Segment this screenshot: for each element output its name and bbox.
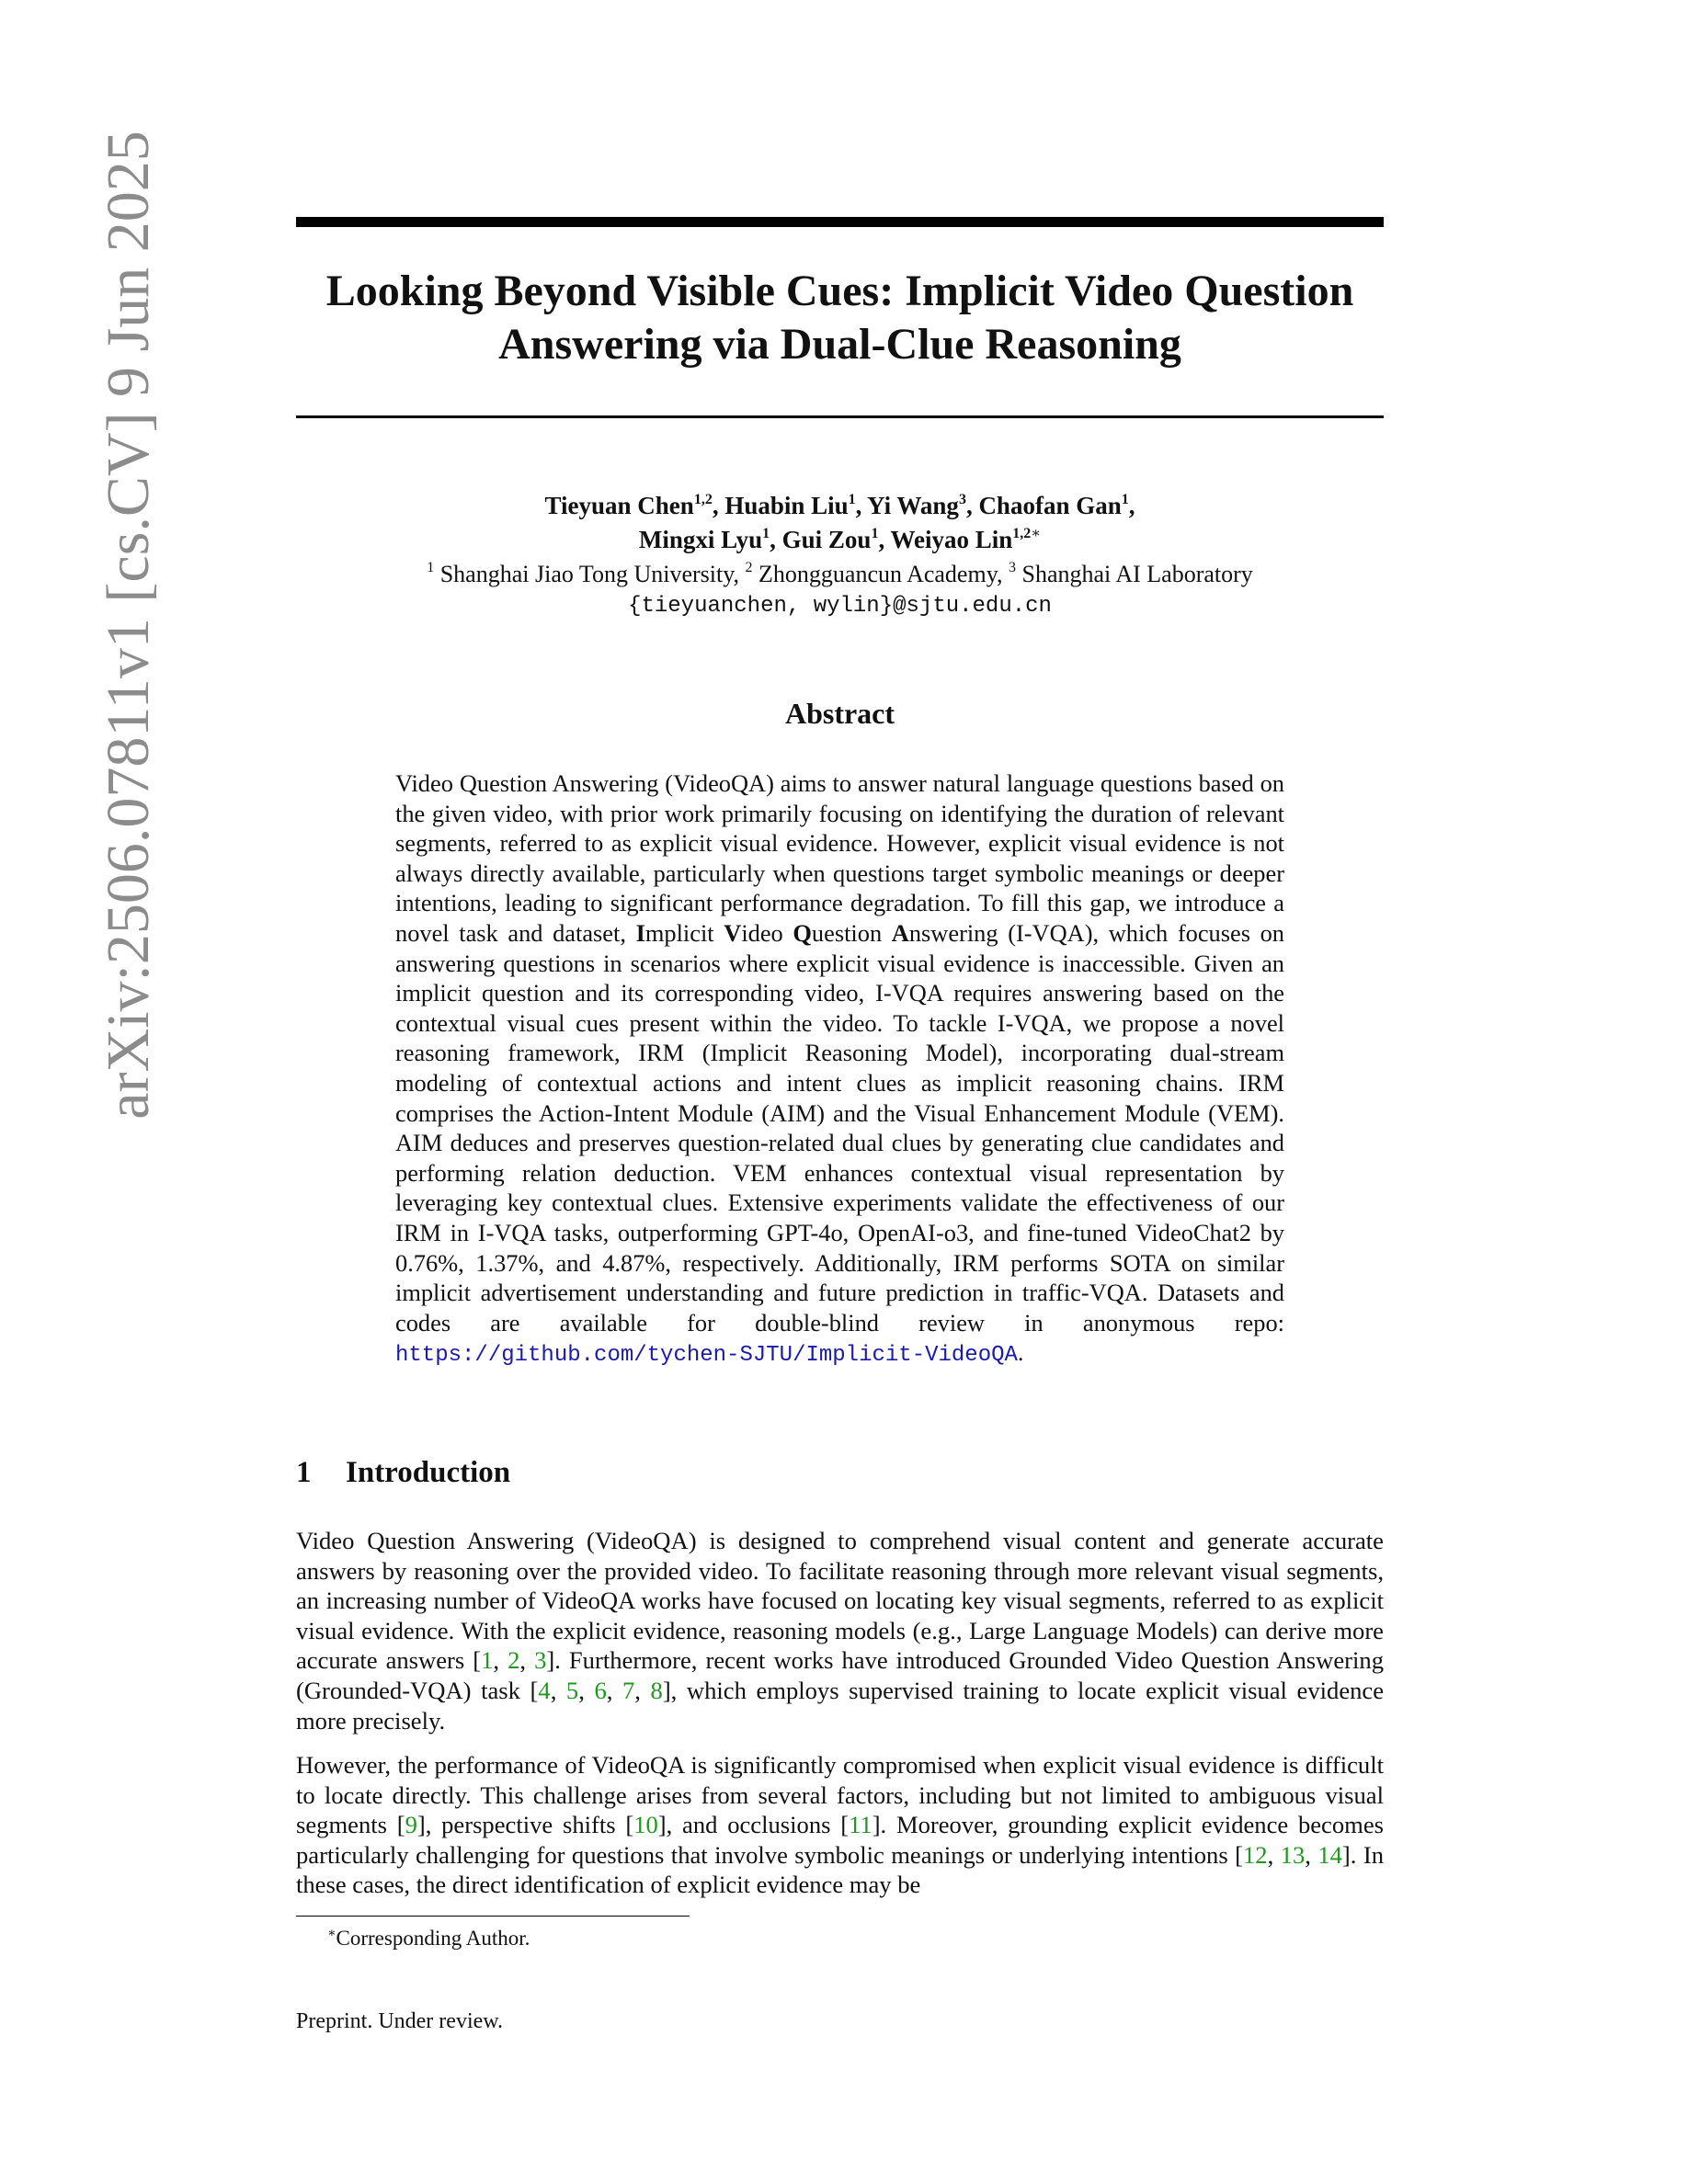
citation-link[interactable]: 1 [481,1646,494,1675]
author-affiliation-mark: 1 [848,492,856,507]
citation-link[interactable]: 9 [405,1811,417,1839]
author-separator: , [855,492,868,519]
author-name: Weiyao Lin [890,526,1013,553]
citation-link[interactable]: 2 [508,1646,520,1675]
affiliation-name: Shanghai AI Laboratory [1021,561,1253,587]
author-line-1 [296,489,1384,523]
title-bottom-rule [296,415,1384,418]
author-name: Gui Zou [781,526,872,553]
affiliation-separator: , [733,561,746,587]
paragraph-text: , [1305,1840,1318,1869]
author-affiliation-mark: 1 [762,526,770,541]
paragraph-text: ]. In these cases, the direct identification of explicit evidence may be [296,1840,1385,1899]
preprint-notice: Preprint. Under review. [296,2009,504,2033]
footnote-rule [296,1916,690,1917]
paragraph-text: , [493,1646,508,1675]
citation-link[interactable]: 11 [849,1811,873,1839]
paragraph-text: Video Question Answering (VideoQA) is designed to comprehend visual content and generate accurate answers by reasoning over the provided video. To facilitate reasoning through more relevant visual segments, an increasing number of VideoQA works have focused on locating key visual segments, referred to as explicit visual evidence. With the explicit evidence, reasoning models (e.g., Large Language Models) can derive more accurate answers [ [296,1527,1384,1675]
citation-link[interactable]: 8 [650,1676,663,1704]
footnote-text: Corresponding Author. [336,1927,530,1950]
author-separator: , [770,526,782,553]
paragraph-text: ], perspective shifts [ [416,1811,634,1839]
affiliation-separator: , [997,561,1009,587]
author-separator: , [878,526,891,553]
abstract-heading: Abstract [784,697,895,730]
author-affiliation-mark: 1 [871,526,879,541]
corresponding-author-mark: ∗ [1031,526,1042,541]
citation-link[interactable]: 4 [538,1676,551,1704]
citation-link[interactable]: 3 [534,1646,547,1675]
paper-title [296,265,1384,371]
footnote-mark: ∗ [327,1927,336,1940]
section-title: Introduction [346,1456,511,1489]
author-line-2 [296,523,1384,557]
author-name: Yi Wang [867,492,959,519]
author-name: Huabin Liu [724,492,849,519]
citation-link[interactable]: 14 [1317,1840,1342,1869]
paragraph-text: , [634,1676,651,1704]
affiliation-number: 3 [1009,560,1017,575]
citation-link[interactable]: 6 [594,1676,607,1704]
paragraph-text: , [1267,1840,1281,1869]
paragraph-text: ]. Furthermore, recent works have introduced Grounded Video Question Answering (Grounded-VQA) task [ [296,1646,1384,1704]
author-affiliation-mark: 3 [958,492,966,507]
author-list [296,489,1384,557]
paragraph-text: , [578,1676,595,1704]
paragraph-text: , [606,1676,622,1704]
author-name: Chaofan Gan [978,492,1122,519]
section-heading-introduction [296,1454,1384,1491]
task-name-initial: A [891,918,909,947]
title-top-rule [296,217,1384,227]
task-name-word: uestion [811,918,892,947]
paragraph-text: , [550,1676,566,1704]
author-affiliation-mark: 1,2 [1012,526,1032,541]
intro-paragraph-2 [296,1750,1384,1900]
citation-link[interactable]: 5 [565,1676,579,1704]
abstract-text-part-1: Video Question Answering (VideoQA) aims to answer natural language questions based on the given video, with prior work primarily focusing on identifying the duration of relevant segments, referred to as explicit visual evidence. However, explicit visual evidence is not always directly available, particularly when questions target symbolic meanings or deeper intentions, leading to significant performance degradation. To fill this gap, we introduce a novel task and dataset, [395,769,1284,947]
citation-link[interactable]: 13 [1280,1840,1306,1869]
citation-link[interactable]: 10 [633,1811,658,1839]
paragraph-text: ]. Moreover, grounding explicit evidence becomes particularly challenging for questions that involve symbolic meanings or underlying intentions [ [296,1811,1384,1869]
abstract-text [395,768,1284,1371]
paragraph-text: However, the performance of VideoQA is significantly compromised when explicit visual evidence is difficult to locate directly. This challenge arises from several factors, including but not limited to ambiguous visual segments [ [296,1751,1384,1839]
affiliations [296,559,1384,590]
affiliation-name: Zhongguancun Academy [758,561,998,587]
author-affiliation-mark: 1 [1121,492,1129,507]
author-name: Tieyuan Chen [544,492,694,519]
task-name-initial: V [724,918,742,947]
citation-link[interactable]: 12 [1242,1840,1268,1869]
author-separator: , [1128,492,1135,519]
arxiv-stamp: arXiv:2506.07811v1 [cs.CV] 9 Jun 2025 [95,131,162,1120]
footnote [327,1925,530,1952]
paragraph-text: ], which employs supervised training to locate explicit visual evidence more precisely. [296,1676,1385,1735]
task-name-initial: I [635,918,645,947]
repo-link[interactable]: https://github.com/tychen-SJTU/Implicit-VideoQA [395,1343,1018,1369]
author-separator: , [965,492,979,519]
paragraph-text: , [519,1646,535,1675]
section-number: 1 [296,1456,312,1489]
citation-link[interactable]: 7 [622,1676,635,1704]
abstract-text-part-2: (I-VQA), which focuses on answering questions in scenarios where explicit visual evidence is inaccessible. Given an implicit question and its corresponding video, I-VQA requires answering based on the contextual visual cues present within the video. To tackle I-VQA, we propose a novel reasoning framework, IRM (Implicit Reasoning Model), incorporating dual-stream modeling of contextual actions and intent clues as implicit reasoning chains. IRM comprises the Action-Intent Module (AIM) and the Visual Enhancement Module (VEM). AIM deduces and preserves question-related dual clues by generating clue candidates and performing relation deduction. VEM enhances contextual visual representation by leveraging key contextual clues. Extensive experiments validate the effectiveness of our IRM in I-VQA tasks, outperforming GPT-4o, OpenAI-o3, and fine-tuned VideoChat2 by 0.76%, 1.37%, and 4.87%, respectively. Additionally, IRM performs SOTA on similar implicit advertisement understanding and future prediction in traffic-VQA. Datasets and codes are available for double-blind review in anonymous repo: [395,918,1284,1337]
task-name-word: ideo [741,918,793,947]
intro-paragraph-1 [296,1526,1384,1735]
author-email: {tieyuanchen, wylin}@sjtu.edu.cn [628,594,1052,619]
author-affiliation-mark: 1,2 [693,492,713,507]
title-line-2: Answering via Dual-Clue Reasoning [498,320,1181,369]
task-name-word: nswering [908,918,998,947]
task-name-word: mplicit [644,918,724,947]
title-line-1: Looking Beyond Visible Cues: Implicit Video Question [325,267,1354,315]
affiliation-number: 1 [427,560,435,575]
author-separator: , [712,492,725,519]
abstract-end: . [1017,1338,1024,1367]
author-name: Mingxi Lyu [638,526,763,553]
affiliation-number: 2 [745,560,753,575]
task-name-initial: Q [793,918,812,947]
paragraph-text: ], and occlusions [ [657,1811,850,1839]
affiliation-name: Shanghai Jiao Tong University [439,561,734,587]
